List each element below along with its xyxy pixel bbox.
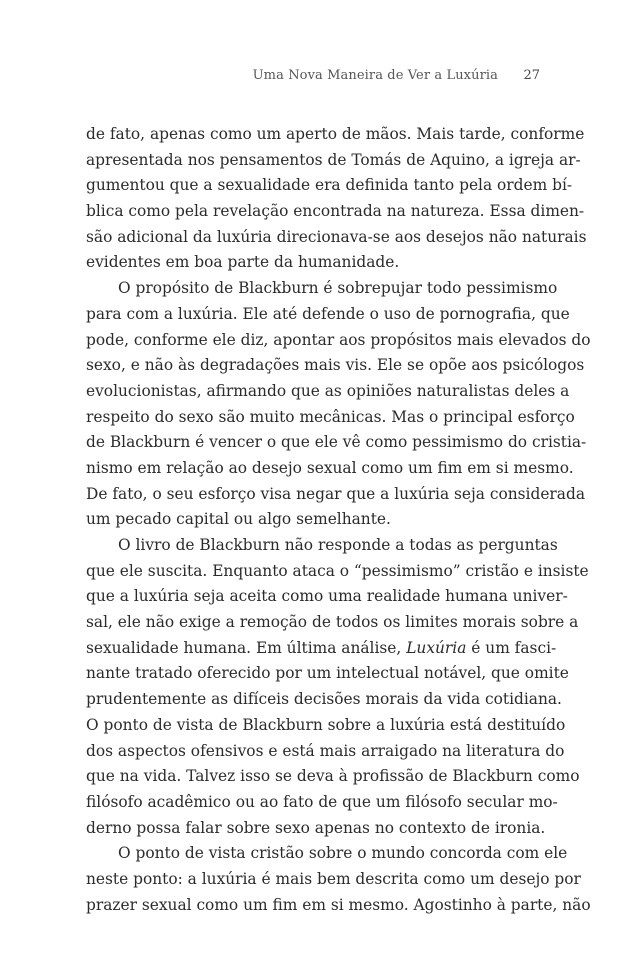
text-line: respeito do sexo são muito mecânicas. Mas o principal esforço bbox=[86, 407, 575, 426]
page-number: 27 bbox=[523, 68, 540, 83]
text-line: pode, conforme ele diz, apontar aos propósitos mais elevados do bbox=[86, 330, 591, 349]
text-line: evolucionistas, afirmando que as opiniões naturalistas deles a bbox=[86, 381, 570, 400]
text-line: nante tratado oferecido por um intelectual notável, que omite bbox=[86, 664, 569, 683]
text-line: O ponto de vista de Blackburn sobre a luxúria está destituído bbox=[86, 715, 566, 734]
running-title: Uma Nova Maneira de Ver a Luxúria bbox=[252, 68, 498, 83]
text-line: de Blackburn é vencer o que ele vê como pessimismo do cristia- bbox=[86, 433, 587, 452]
text-line: para com a luxúria. Ele até defende o uso de pornografia, que bbox=[86, 304, 570, 323]
text-line: que na vida. Talvez isso se deva à profissão de Blackburn como bbox=[86, 767, 580, 786]
paragraph-end-line: evidentes em boa parte da humanidade. bbox=[86, 253, 400, 272]
running-head bbox=[86, 68, 540, 90]
text-line-with-book-title bbox=[86, 636, 557, 662]
text-line: sexo, e não às degradações mais vis. Ele se opõe aos psicólogos bbox=[86, 356, 585, 375]
text-line: prudentemente as difíceis decisões morais da vida cotidiana. bbox=[86, 690, 562, 709]
text-line: de fato, apenas como um aperto de mãos. Mais tarde, conforme bbox=[86, 125, 585, 143]
text-line: prazer sexual como um fim em si mesmo. Agostinho à parte, não bbox=[86, 895, 591, 914]
text-line: que a luxúria seja aceita como uma realidade humana univer- bbox=[86, 587, 568, 606]
text-line: que ele suscita. Enquanto ataca o “pessimismo” cristão e insiste bbox=[86, 561, 589, 580]
paragraph-end-line: um pecado capital ou algo semelhante. bbox=[86, 510, 391, 529]
text-line: filósofo acadêmico ou ao fato de que um filósofo secular mo- bbox=[86, 792, 558, 811]
book-title: Luxúria bbox=[406, 638, 467, 657]
text-line: De fato, o seu esforço visa negar que a luxúria seja considerada bbox=[86, 484, 585, 503]
text-line: nismo em relação ao desejo sexual como um fim em si mesmo. bbox=[86, 458, 574, 477]
paragraph-first-line: O ponto de vista cristão sobre o mundo concorda com ele bbox=[118, 844, 568, 863]
paragraph-first-line: O livro de Blackburn não responde a todas as perguntas bbox=[118, 536, 558, 554]
text-line: apresentada nos pensamentos de Tomás de Aquino, a igreja ar- bbox=[86, 150, 581, 169]
paragraph-first-line: O propósito de Blackburn é sobrepujar todo pessimismo bbox=[118, 279, 558, 298]
text-line: gumentou que a sexualidade era definida tanto pela ordem bí- bbox=[86, 176, 573, 195]
text-line: neste ponto: a luxúria é mais bem descrita como um desejo por bbox=[86, 869, 581, 888]
text-line: blica como pela revelação encontrada na natureza. Essa dimen- bbox=[86, 202, 585, 221]
line-text-before: sexualidade humana. Em última análise, bbox=[86, 638, 407, 657]
line-text-after: é um fasci- bbox=[466, 638, 557, 657]
page-body bbox=[86, 122, 591, 918]
text-line: são adicional da luxúria direcionava-se aos desejos não naturais bbox=[86, 227, 587, 246]
paragraph-end-line: derno possa falar sobre sexo apenas no contexto de ironia. bbox=[86, 818, 546, 837]
text-line: sal, ele não exige a remoção de todos os limites morais sobre a bbox=[86, 613, 579, 632]
text-line: dos aspectos ofensivos e está mais arraigado na literatura do bbox=[86, 741, 565, 760]
